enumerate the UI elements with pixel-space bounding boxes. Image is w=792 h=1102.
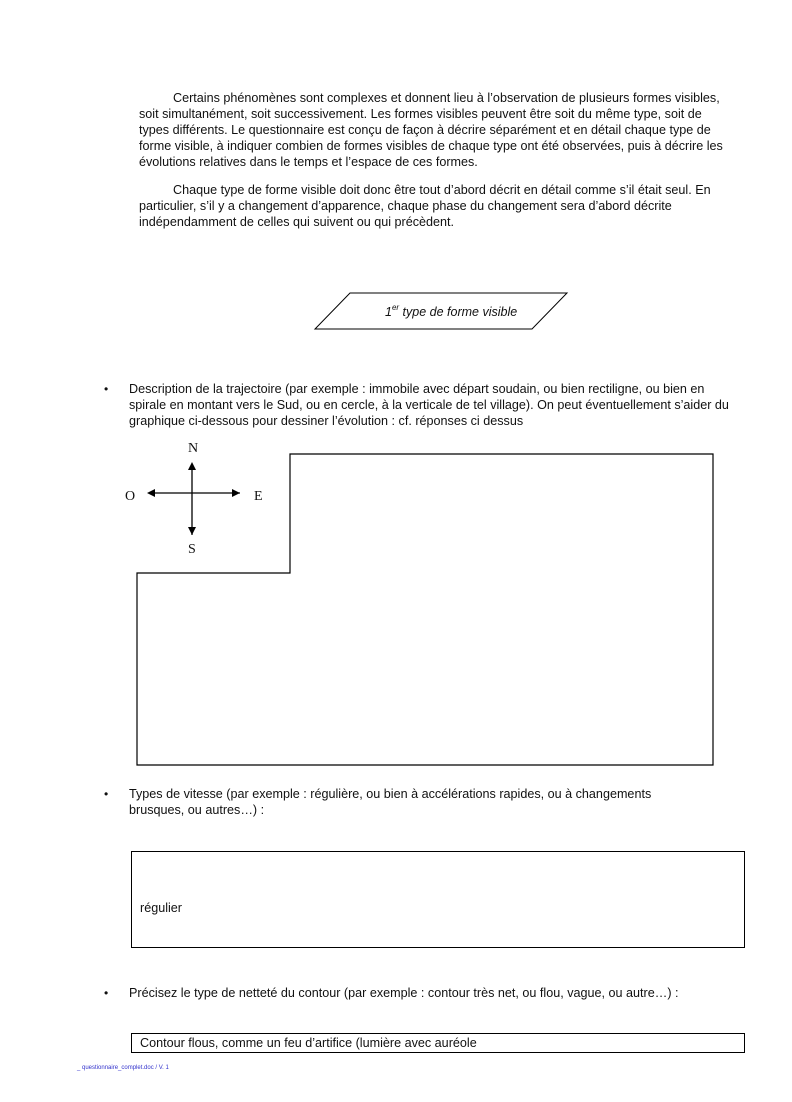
- contour-answer-box[interactable]: [131, 1033, 745, 1053]
- compass-north-arrowhead: [188, 462, 196, 470]
- compass-south-label: S: [188, 542, 196, 557]
- question-speed-text: Types de vitesse (par exemple : régulière, ou bien à accélérations rapides, ou à changements brusques, ou autres…) :: [129, 787, 652, 817]
- speed-answer-box[interactable]: [131, 851, 745, 948]
- compass-west-arrowhead: [147, 489, 155, 497]
- compass-east-arrowhead: [232, 489, 240, 497]
- bullet: •: [104, 986, 109, 1000]
- question-contour-text: Précisez le type de netteté du contour (par exemple : contour très net, ou flou, vague, ou autre…) :: [129, 986, 679, 1000]
- compass-north-label: N: [188, 441, 199, 456]
- section-number: 1: [385, 305, 392, 319]
- section-banner-label: type de forme visible: [399, 305, 518, 319]
- compass-south-arrowhead: [188, 527, 196, 535]
- bullet: •: [104, 382, 109, 396]
- intro-paragraph-2: Chaque type de forme visible doit donc être tout d’abord décrit en détail comme s’il était seul. En particulier, s’il y a changement d’apparence, chaque phase du changement sera d’abord décrite indépendamment de celles qui suivent ou qui précèdent.: [139, 183, 711, 229]
- bullet: •: [104, 787, 109, 801]
- section-number-superscript: er: [391, 303, 400, 312]
- speed-answer-text: régulier: [140, 901, 182, 915]
- trajectory-drawing-area[interactable]: [137, 454, 713, 765]
- question-trajectory-text: Description de la trajectoire (par exemple : immobile avec départ soudain, ou bien rectiligne, ou bien en spirale en montant vers le Sud, ou en cercle, à la verticale de tel village). On peut éventuellement s’aider du graphique ci-dessous pour dessiner l’évolution : cf. réponses ci dessus: [129, 382, 729, 428]
- compass-west-label: O: [125, 489, 136, 504]
- document-footer: _ questionnaire_complet.doc / V. 1: [77, 1065, 169, 1071]
- contour-answer-text: Contour flous, comme un feu d’artifice (lumière avec auréole: [140, 1036, 477, 1050]
- section-banner: [385, 303, 517, 319]
- compass-east-label: E: [254, 489, 263, 504]
- intro-paragraph-1: Certains phénomènes sont complexes et donnent lieu à l’observation de plusieurs formes visibles, soit simultanément, soit successivement. Les formes visibles peuvent être soit du même type, soit de types différents. Le questionnaire est conçu de façon à décrire séparément et en détail chaque type de forme visible, à indiquer combien de formes visibles de chaque type ont été observées, puis à décrire les évolutions relatives dans le temps et l’espace de ces formes.: [139, 91, 723, 169]
